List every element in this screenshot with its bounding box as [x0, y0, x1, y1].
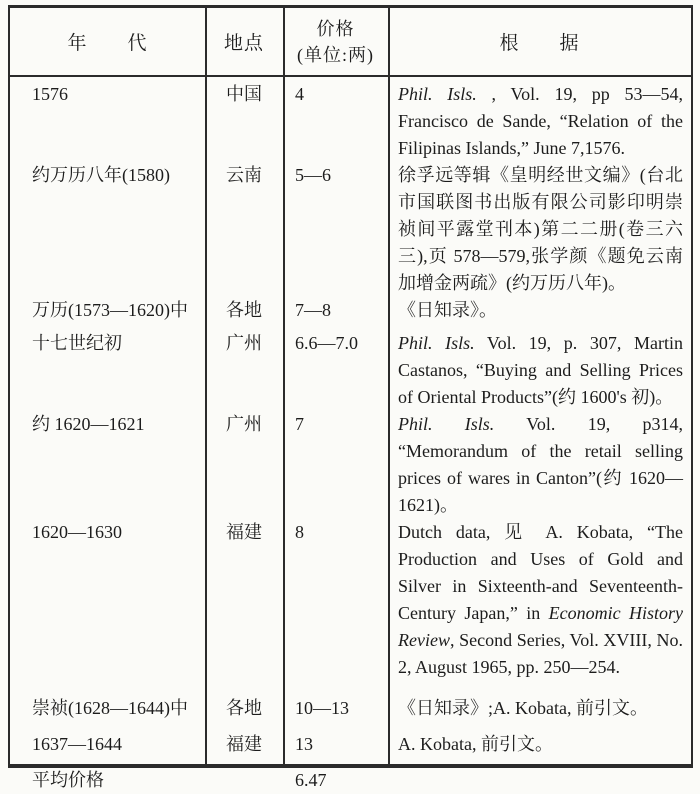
era-cell: 约 1620—1621: [32, 414, 145, 434]
era-cell: 1637—1644: [32, 734, 122, 754]
table-body: [10, 75, 691, 794]
header-era: 年 代: [67, 33, 148, 54]
era-cell: 十七世纪初: [32, 333, 122, 353]
era-cell: 约万历八年(1580): [32, 165, 170, 185]
place-cell: 广州: [226, 414, 262, 434]
source-cell: [388, 75, 691, 162]
source-text: Vol. 19, p. 307, Martin Castanos, “Buying and Selling Prices of Oriental Products”(约 1600's 初)。: [398, 333, 683, 407]
table-row: [10, 162, 691, 297]
header-place: 地点: [223, 33, 264, 54]
era-cell: 崇祯(1628—1644)中: [32, 698, 188, 718]
source-text-italic: Phil. Isls.: [398, 333, 475, 353]
price-cell: 5—6: [295, 165, 331, 185]
source-text: 《日知录》。: [398, 300, 497, 320]
source-cell: [388, 758, 691, 794]
price-cell: 13: [295, 734, 313, 754]
place-cell: 广州: [226, 333, 262, 353]
source-cell: [388, 162, 691, 297]
source-text: , Vol. 19, pp 53—54, Francisco de Sande, “Relation of the Filipinas Islands,” June 7,1576.: [398, 84, 683, 158]
era-cell: 万历(1573—1620)中: [32, 300, 188, 320]
source-text: Dutch data, 见 A. Kobata, “The Production and Uses of Gold and Silver in Sixteenth-and Seventeenth-Century Japan,” in: [398, 522, 683, 623]
price-cell: 7: [295, 414, 304, 434]
price-cell: 10—13: [295, 698, 349, 718]
source-text-italic: Economic History Review: [398, 603, 683, 650]
source-text: , Second Series, Vol. XVIII, No. 2, August 1965, pp. 250—254.: [398, 630, 683, 677]
table-header: [10, 8, 691, 75]
place-cell: 云南: [226, 165, 262, 185]
source-text: A. Kobata, 前引文。: [398, 734, 553, 754]
table-row: [10, 324, 691, 411]
header-row: [10, 8, 691, 75]
header-price-unit: (单位:两): [297, 44, 374, 65]
table-row: [10, 681, 691, 722]
source-cell: [388, 324, 691, 411]
table-row: [10, 411, 691, 519]
era-cell: 1620—1630: [32, 522, 122, 542]
source-text: 徐孚远等辑《皇明经世文编》(台北市国联图书出版有限公司影印明崇祯间平露堂刊本)第二二册(卷三六三),页 578—579,张学颜《题免云南加增金两疏》(约万历八年)。: [398, 165, 683, 293]
era-cell: 1576: [32, 84, 68, 104]
era-cell: 平均价格: [32, 770, 104, 790]
place-cell: 福建: [226, 522, 262, 542]
place-cell: 中国: [226, 84, 262, 104]
price-cell: 7—8: [295, 300, 331, 320]
source-text-italic: Phil. Isls.: [398, 414, 495, 434]
table-row: [10, 722, 691, 758]
price-cell: 8: [295, 522, 304, 542]
header-source: 根 据: [499, 33, 580, 54]
table-row: [10, 519, 691, 681]
place-cell: 福建: [226, 734, 262, 754]
price-table-frame: [8, 5, 693, 790]
place-cell: 各地: [226, 698, 262, 718]
header-price: [283, 8, 388, 75]
table-row: [10, 297, 691, 324]
source-text: 《日知录》;A. Kobata, 前引文。: [398, 698, 648, 718]
source-cell: [388, 519, 691, 681]
table-row: [10, 758, 691, 794]
price-cell: 4: [295, 84, 304, 104]
table-row: [10, 75, 691, 162]
price-cell: 6.47: [295, 770, 327, 790]
price-cell: 6.6—7.0: [295, 333, 358, 353]
header-price-title: 价格: [316, 18, 355, 39]
source-cell: [388, 411, 691, 519]
place-cell: 各地: [226, 300, 262, 320]
price-table: [10, 8, 691, 794]
source-cell: [388, 722, 691, 758]
source-text-italic: Phil. Isls.: [398, 84, 477, 104]
source-text: Vol. 19, p314, “Memorandum of the retail selling prices of wares in Canton”(约 1620—1621)。: [398, 414, 683, 515]
source-cell: [388, 681, 691, 722]
source-cell: [388, 297, 691, 324]
place-cell: [205, 758, 283, 794]
